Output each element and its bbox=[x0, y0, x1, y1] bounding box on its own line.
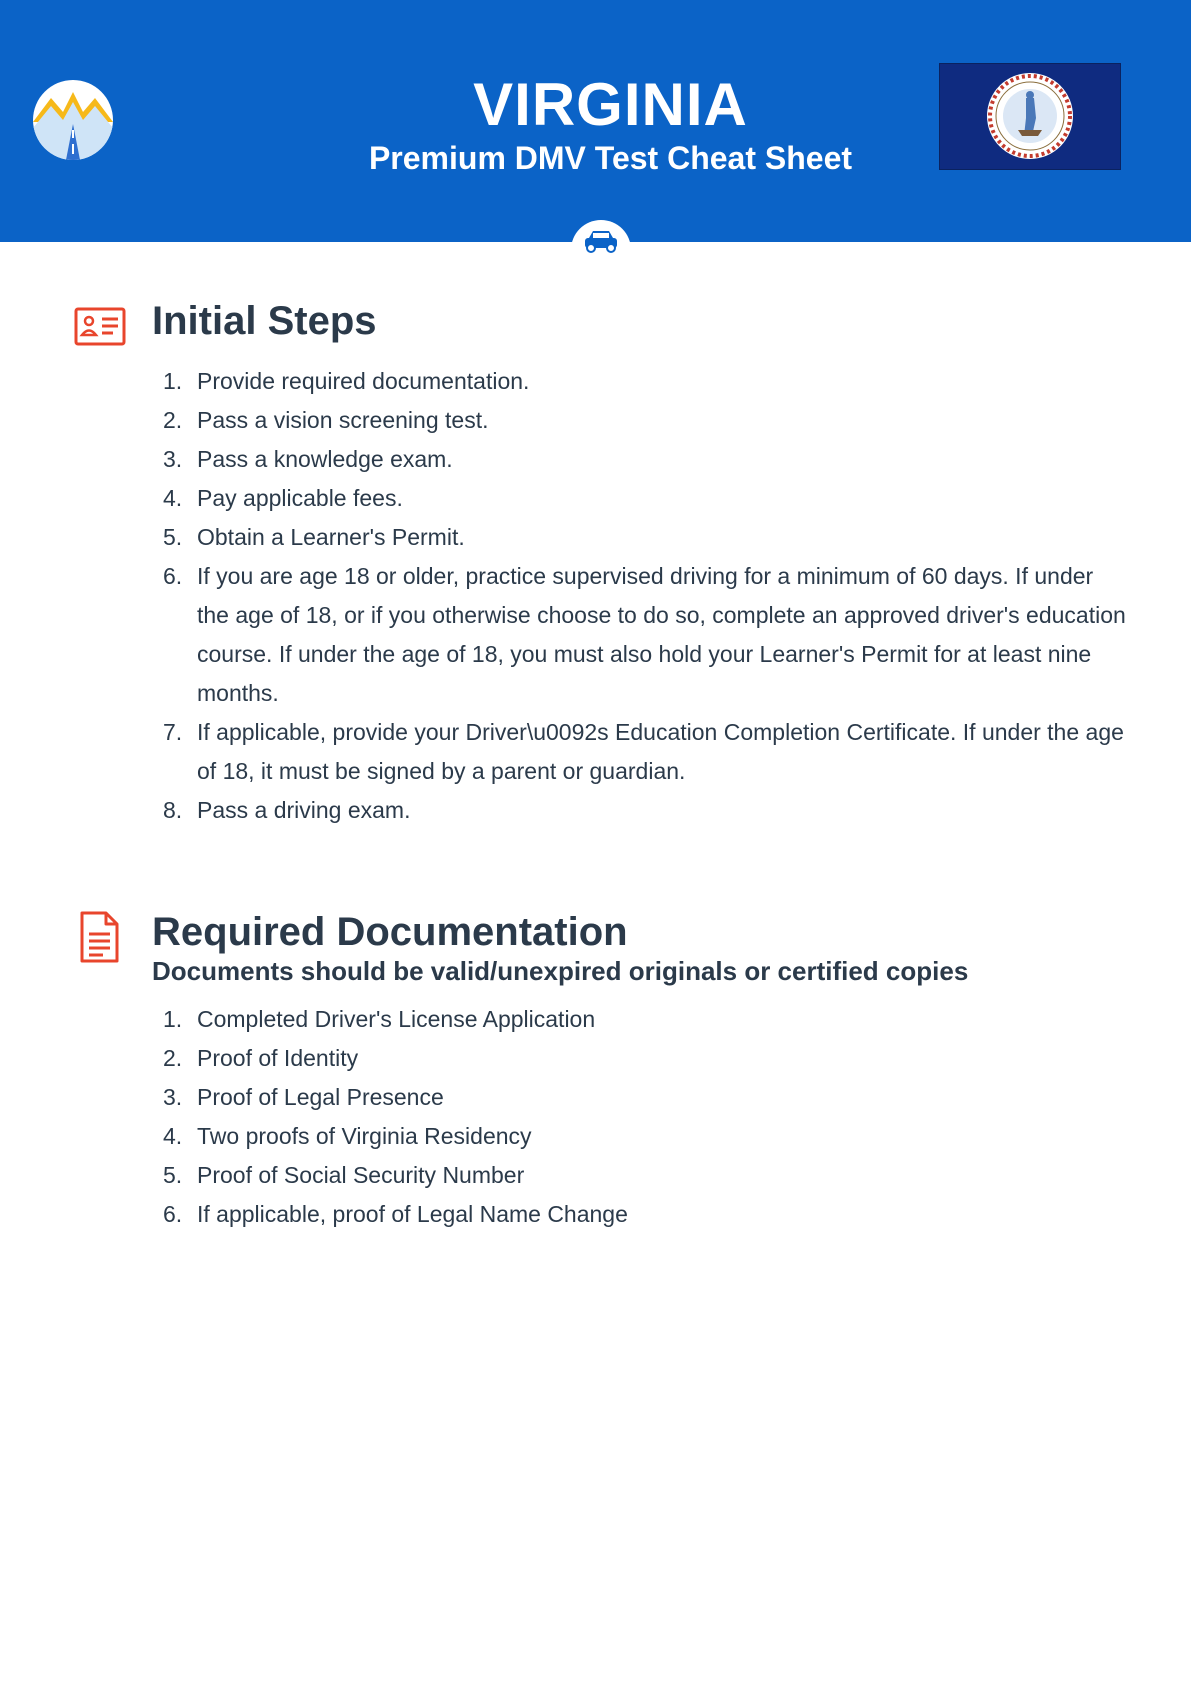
list-item bbox=[161, 518, 1126, 557]
car-icon bbox=[571, 220, 631, 264]
list-item bbox=[161, 1039, 1126, 1078]
list-item-text: If applicable, proof of Legal Name Change bbox=[197, 1201, 628, 1227]
list-number: 1. bbox=[163, 368, 183, 394]
list-item bbox=[161, 1117, 1126, 1156]
list-number: 2. bbox=[163, 407, 183, 433]
list-number: 6. bbox=[163, 563, 183, 589]
id-card-icon bbox=[73, 302, 127, 356]
list-item-text: Proof of Legal Presence bbox=[197, 1084, 444, 1110]
list-item bbox=[161, 713, 1126, 791]
list-number: 8. bbox=[163, 797, 183, 823]
document-icon bbox=[73, 910, 127, 964]
list-item bbox=[161, 1195, 1126, 1234]
virginia-flag-icon bbox=[939, 63, 1121, 170]
list-item bbox=[161, 557, 1126, 713]
list-item-text: Pass a knowledge exam. bbox=[197, 446, 453, 472]
list-item-text: Pass a vision screening test. bbox=[197, 407, 489, 433]
list-number: 1. bbox=[163, 1006, 183, 1032]
list-item bbox=[161, 362, 1126, 401]
required-documentation-list bbox=[161, 1000, 1126, 1234]
list-number: 6. bbox=[163, 1201, 183, 1227]
list-item bbox=[161, 401, 1126, 440]
list-item-text: If you are age 18 or older, practice supervised driving for a minimum of 60 days. If under the age of 18, or if you otherwise choose to do so, complete an approved driver's education course. If under the age of 18, you must also hold your Learner's Permit for at least nine months. bbox=[197, 563, 1126, 706]
page-subtitle: Premium DMV Test Cheat Sheet bbox=[368, 140, 853, 176]
list-number: 3. bbox=[163, 446, 183, 472]
section-subtitle: Documents should be valid/unexpired originals or certified copies bbox=[152, 956, 969, 986]
list-item bbox=[161, 440, 1126, 479]
page-header bbox=[0, 0, 1191, 242]
list-number: 4. bbox=[163, 485, 183, 511]
list-item-text: Obtain a Learner's Permit. bbox=[197, 524, 465, 550]
list-item-text: Completed Driver's License Application bbox=[197, 1006, 596, 1032]
list-number: 3. bbox=[163, 1084, 183, 1110]
list-number: 4. bbox=[163, 1123, 183, 1149]
list-item bbox=[161, 1156, 1126, 1195]
list-item-text: Pass a driving exam. bbox=[197, 797, 411, 823]
list-item bbox=[161, 1000, 1126, 1039]
list-item bbox=[161, 479, 1126, 518]
list-number: 5. bbox=[163, 524, 183, 550]
list-item-text: Proof of Social Security Number bbox=[197, 1162, 525, 1188]
list-item-text: Provide required documentation. bbox=[197, 368, 530, 394]
list-item-text: Two proofs of Virginia Residency bbox=[197, 1123, 532, 1149]
list-number: 2. bbox=[163, 1045, 183, 1071]
list-item-text: If applicable, provide your Driver\u0092s Education Completion Certificate. If under the age of 18, it must be signed by a parent or guardian. bbox=[197, 719, 1124, 784]
list-item-text: Pay applicable fees. bbox=[197, 485, 403, 511]
page-title: VIRGINIA bbox=[473, 71, 748, 138]
section-title-initial-steps: Initial Steps bbox=[152, 299, 377, 343]
section-title-required-documentation: Required Documentation bbox=[152, 910, 628, 954]
list-number: 7. bbox=[163, 719, 183, 745]
list-item-text: Proof of Identity bbox=[197, 1045, 359, 1071]
list-item bbox=[161, 1078, 1126, 1117]
list-number: 5. bbox=[163, 1162, 183, 1188]
list-item bbox=[161, 791, 1126, 830]
initial-steps-list bbox=[161, 362, 1126, 830]
